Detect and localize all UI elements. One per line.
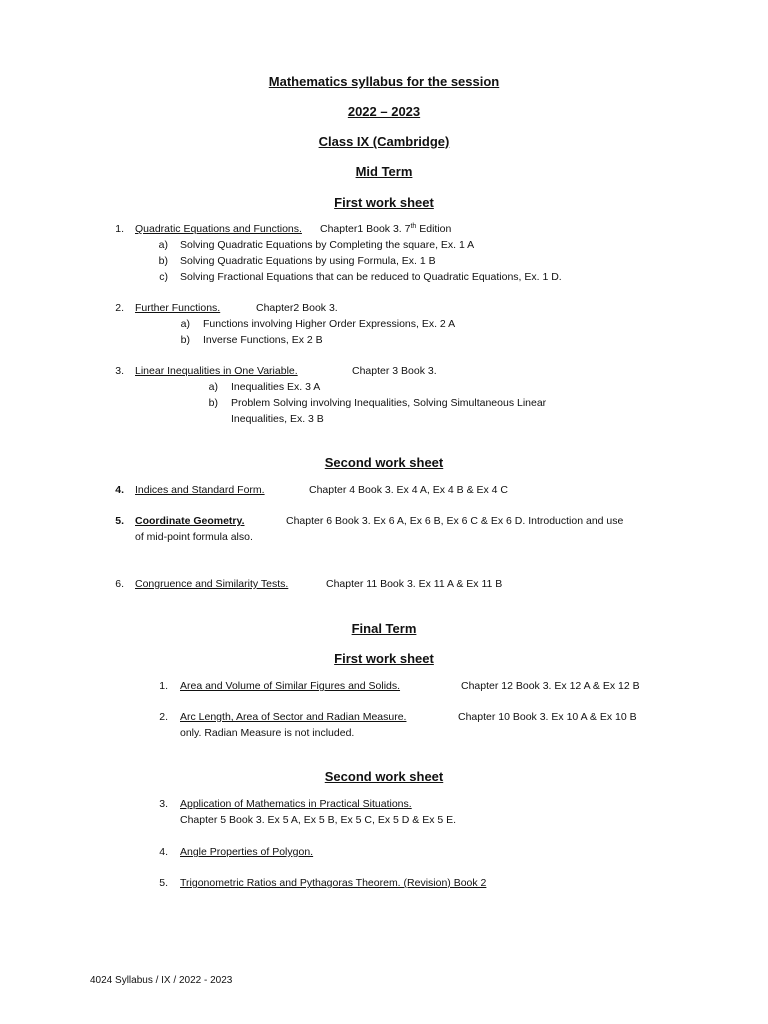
item-topic: Application of Mathematics in Practical Situations. [180, 798, 412, 810]
item-number: 2. [115, 302, 124, 314]
item-detail-continued: Chapter 5 Book 3. Ex 5 A, Ex 5 B, Ex 5 C, Ex 5 D & Ex 5 E. [180, 814, 457, 826]
item-number: 5. [115, 515, 124, 527]
sub-label: b) [158, 255, 168, 267]
sub-label: b) [208, 397, 218, 409]
sub-label: a) [208, 381, 218, 393]
item-detail: Chapter 6 Book 3. Ex 6 A, Ex 6 B, Ex 6 C & Ex 6 D. Introduction and use [286, 515, 624, 527]
class-heading: Class IX (Cambridge) [318, 134, 450, 149]
sub-text: Solving Quadratic Equations by using Formula, Ex. 1 B [180, 255, 436, 267]
mid-first-sheet-heading: First work sheet [334, 195, 434, 210]
sub-text: Functions involving Higher Order Expressions, Ex. 2 A [203, 318, 456, 330]
sub-label: a) [180, 318, 190, 330]
item-detail: Chapter 11 Book 3. Ex 11 A & Ex 11 B [326, 578, 503, 590]
item-topic: Indices and Standard Form. [135, 484, 265, 496]
item-topic: Further Functions. [135, 302, 221, 314]
item-topic: Linear Inequalities in One Variable. [135, 365, 298, 377]
sub-text: Problem Solving involving Inequalities, Solving Simultaneous Linear [231, 397, 547, 409]
item-number: 3. [159, 798, 168, 810]
item-detail-continued: only. Radian Measure is not included. [180, 727, 355, 739]
item-topic: Quadratic Equations and Functions. [135, 223, 302, 235]
item-number: 1. [115, 223, 124, 235]
item-topic: Angle Properties of Polygon. [180, 846, 314, 858]
final-term-heading: Final Term [351, 621, 417, 636]
item-topic: Area and Volume of Similar Figures and Solids. [180, 680, 401, 692]
mid-term-heading: Mid Term [355, 164, 413, 179]
item-detail-continued: of mid-point formula also. [135, 531, 253, 543]
item-topic: Trigonometric Ratios and Pythagoras Theorem. (Revision) Book 2 [180, 877, 487, 889]
item-topic: Congruence and Similarity Tests. [135, 578, 289, 590]
sub-text: Inequalities Ex. 3 A [231, 381, 321, 393]
sub-label: a) [158, 239, 168, 251]
item-number: 2. [159, 711, 168, 723]
sub-label: b) [180, 334, 190, 346]
item-detail: Chapter2 Book 3. [256, 302, 338, 314]
final-first-sheet-heading: First work sheet [334, 651, 434, 666]
item-number: 5. [159, 877, 168, 889]
session-heading: 2022 – 2023 [347, 104, 421, 119]
sub-text-continued: Inequalities, Ex. 3 B [231, 413, 324, 425]
item-detail: Chapter 10 Book 3. Ex 10 A & Ex 10 B [458, 711, 637, 723]
sub-text: Solving Quadratic Equations by Completing the square, Ex. 1 A [180, 239, 475, 251]
item-detail: Chapter 4 Book 3. Ex 4 A, Ex 4 B & Ex 4 C [309, 484, 509, 496]
item-detail: Chapter 12 Book 3. Ex 12 A & Ex 12 B [461, 680, 640, 692]
sub-text: Solving Fractional Equations that can be reduced to Quadratic Equations, Ex. 1 D. [180, 271, 562, 283]
page-footer: 4024 Syllabus / IX / 2022 - 2023 [90, 975, 233, 986]
item-detail: Chapter1 Book 3. 7th Edition [320, 223, 452, 235]
item-number: 6. [115, 578, 124, 590]
item-number: 4. [115, 484, 124, 496]
sub-label: c) [159, 271, 168, 283]
mid-second-sheet-heading: Second work sheet [324, 455, 444, 470]
item-detail: Chapter 3 Book 3. [352, 365, 437, 377]
final-second-sheet-heading: Second work sheet [324, 769, 444, 784]
item-topic: Coordinate Geometry. [135, 515, 245, 527]
item-number: 3. [115, 365, 124, 377]
item-number: 4. [159, 846, 168, 858]
item-topic: Arc Length, Area of Sector and Radian Measure. [180, 711, 407, 723]
sub-text: Inverse Functions, Ex 2 B [203, 334, 323, 346]
page-title: Mathematics syllabus for the session [268, 74, 500, 89]
item-number: 1. [159, 680, 168, 692]
